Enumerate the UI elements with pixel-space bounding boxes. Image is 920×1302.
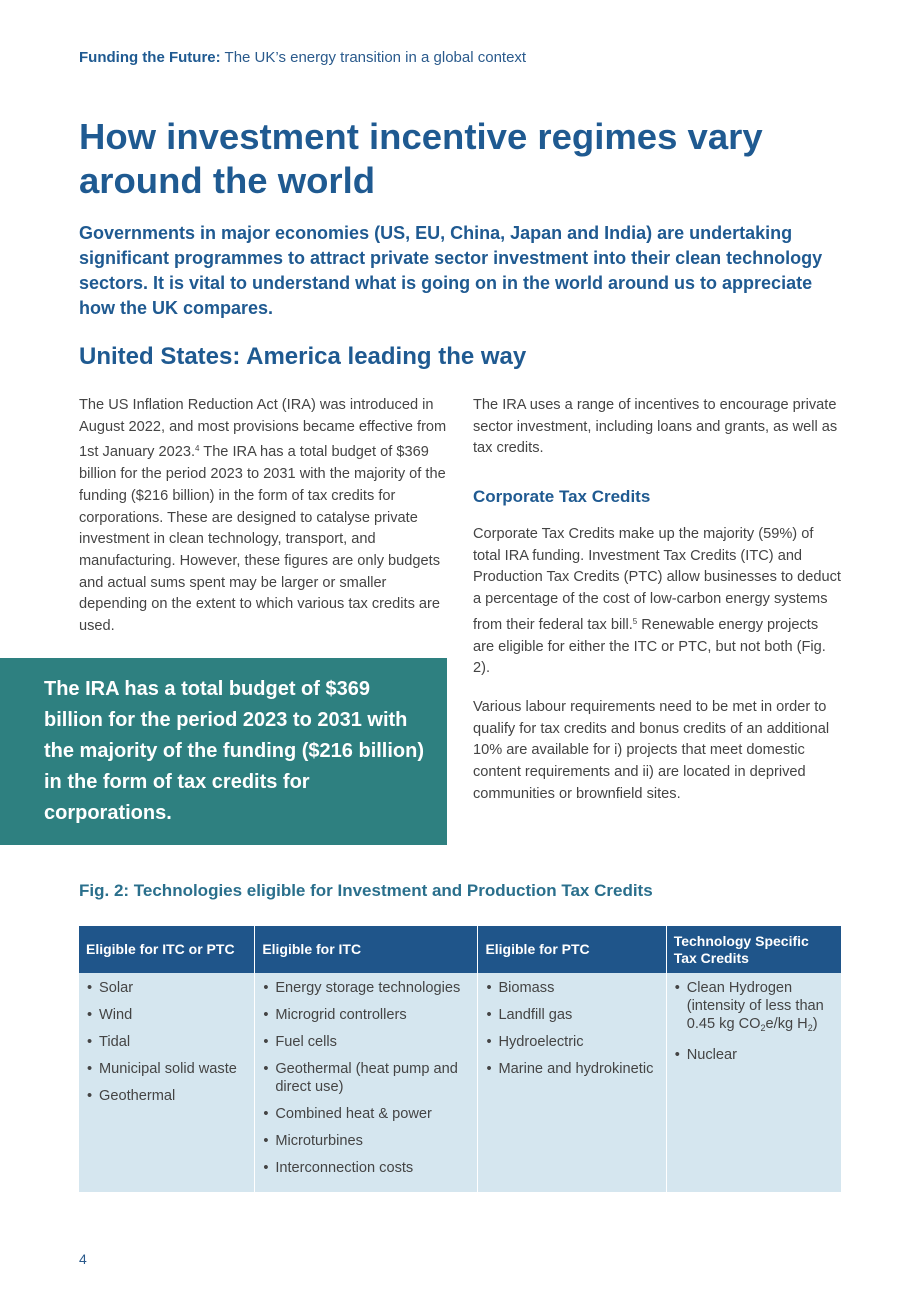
list-item: • Interconnection costs [263,1159,469,1177]
list-item: • Municipal solid waste [87,1060,246,1078]
table-header: Technology Specific Tax Credits [667,926,841,973]
lead-paragraph: Governments in major economies (US, EU, China, Japan and India) are undertaking significant programmes to attract private sector investment into their clean technology sectors. It is vital to understand what is going on in the world around us to appreciate how the UK compares. [79,223,823,318]
right-paragraph-3: Various labour requirements need to be met in order to qualify for tax credits and bonus credits of an additional 10% are available for i) projects that meet domestic content requirements and ii) are located in deprived communities or brownfield sites. [473,699,830,802]
hydrogen-text-a: Clean Hydrogen (intensity of less than 0.45 kg CO [686,980,824,1032]
left-paragraph-part1: The US Inflation Reduction Act (IRA) was introduced in August 2022, and most provisions became effective from 1st January 2023. [79,397,447,461]
subscript-2: 2 [760,1023,766,1033]
table-header: Eligible for ITC [255,926,477,973]
right-paragraph-2 [473,524,843,680]
right-paragraph-2-part1: Corporate Tax Credits make up the majority (59%) of total IRA funding. Investment Tax Credits (ITC) and Production Tax Credits (PTC) allow businesses to deduct a percentage of the cost of low-carbon energy systems from their federal tax bill. [473,526,841,633]
page-number: 4 [79,1251,87,1267]
table-header: Eligible for ITC or PTC [79,926,254,973]
list-item: • Geothermal [87,1087,246,1105]
callout-text: The IRA has a total budget of $369 billion for the period 2023 to 2031 with the majority of the funding ($216 billion) in the form of tax credits for corporations. [44,678,425,824]
page-title: How investment incentive regimes vary around the world [79,116,763,201]
list-item: • Tidal [87,1033,246,1051]
left-paragraph [79,395,451,638]
left-paragraph-part2: The IRA has a total budget of $369 billion for the period 2023 to 2031 with the majority of the funding ($216 billion) in the form of tax credits for corporations. These are designed to catalyse private investment in clean technology, transport, and manufacturing. However, these figures are only budgets and actual sums spent may be larger or smaller depending on the extent to which various tax credits are used. [79,444,446,635]
list-item: • Fuel cells [263,1033,469,1051]
list-item: • Hydroelectric [486,1033,657,1051]
table-cell [79,973,254,1192]
eligibility-table [79,926,841,1192]
footnote-ref-5: 5 [632,616,638,626]
table-column-itc-or-ptc [79,926,255,1192]
callout-box [0,658,447,845]
subscript-2: 2 [807,1023,813,1033]
figure-title: Fig. 2: Technologies eligible for Investment and Production Tax Credits [79,881,653,900]
table-cell [667,973,841,1192]
table-header: Eligible for PTC [478,926,665,973]
table-column-ptc [478,926,666,1192]
list-item: • Geothermal (heat pump and direct use) [263,1060,469,1096]
table-column-itc [255,926,478,1192]
list-item: • Microturbines [263,1132,469,1150]
section-heading: United States: America leading the way [79,343,527,370]
table-column-technology-specific [667,926,841,1192]
subheading-corporate-tax-credits: Corporate Tax Credits [473,487,651,506]
hydrogen-text-c: ) [812,1016,818,1032]
list-item: • Marine and hydrokinetic [486,1060,657,1078]
list-item-nuclear: • Nuclear [675,1046,833,1064]
list-item: • Wind [87,1006,246,1024]
hydrogen-text-b: e/kg H [765,1016,808,1032]
right-paragraph-1: The IRA uses a range of incentives to encourage private sector investment, including loans and grants, as well as tax credits. [473,397,838,457]
list-item: • Combined heat & power [263,1105,469,1123]
list-item: • Biomass [486,979,657,997]
right-paragraph-2-part2: Renewable energy projects are eligible for either the ITC or PTC, but not both (Fig. 2). [473,616,826,677]
footnote-ref-4: 4 [195,444,200,454]
list-item-clean-hydrogen [675,979,833,1037]
list-item: • Landfill gas [486,1006,657,1024]
running-header [79,49,526,66]
list-item: • Microgrid controllers [263,1006,469,1024]
list-item: • Energy storage technologies [263,979,469,997]
list-item: • Solar [87,979,246,997]
table-cell [478,973,665,1192]
running-header-rest: The UK’s energy transition in a global context [220,49,527,66]
table-cell [255,973,477,1192]
running-header-bold: Funding the Future: [79,49,221,66]
